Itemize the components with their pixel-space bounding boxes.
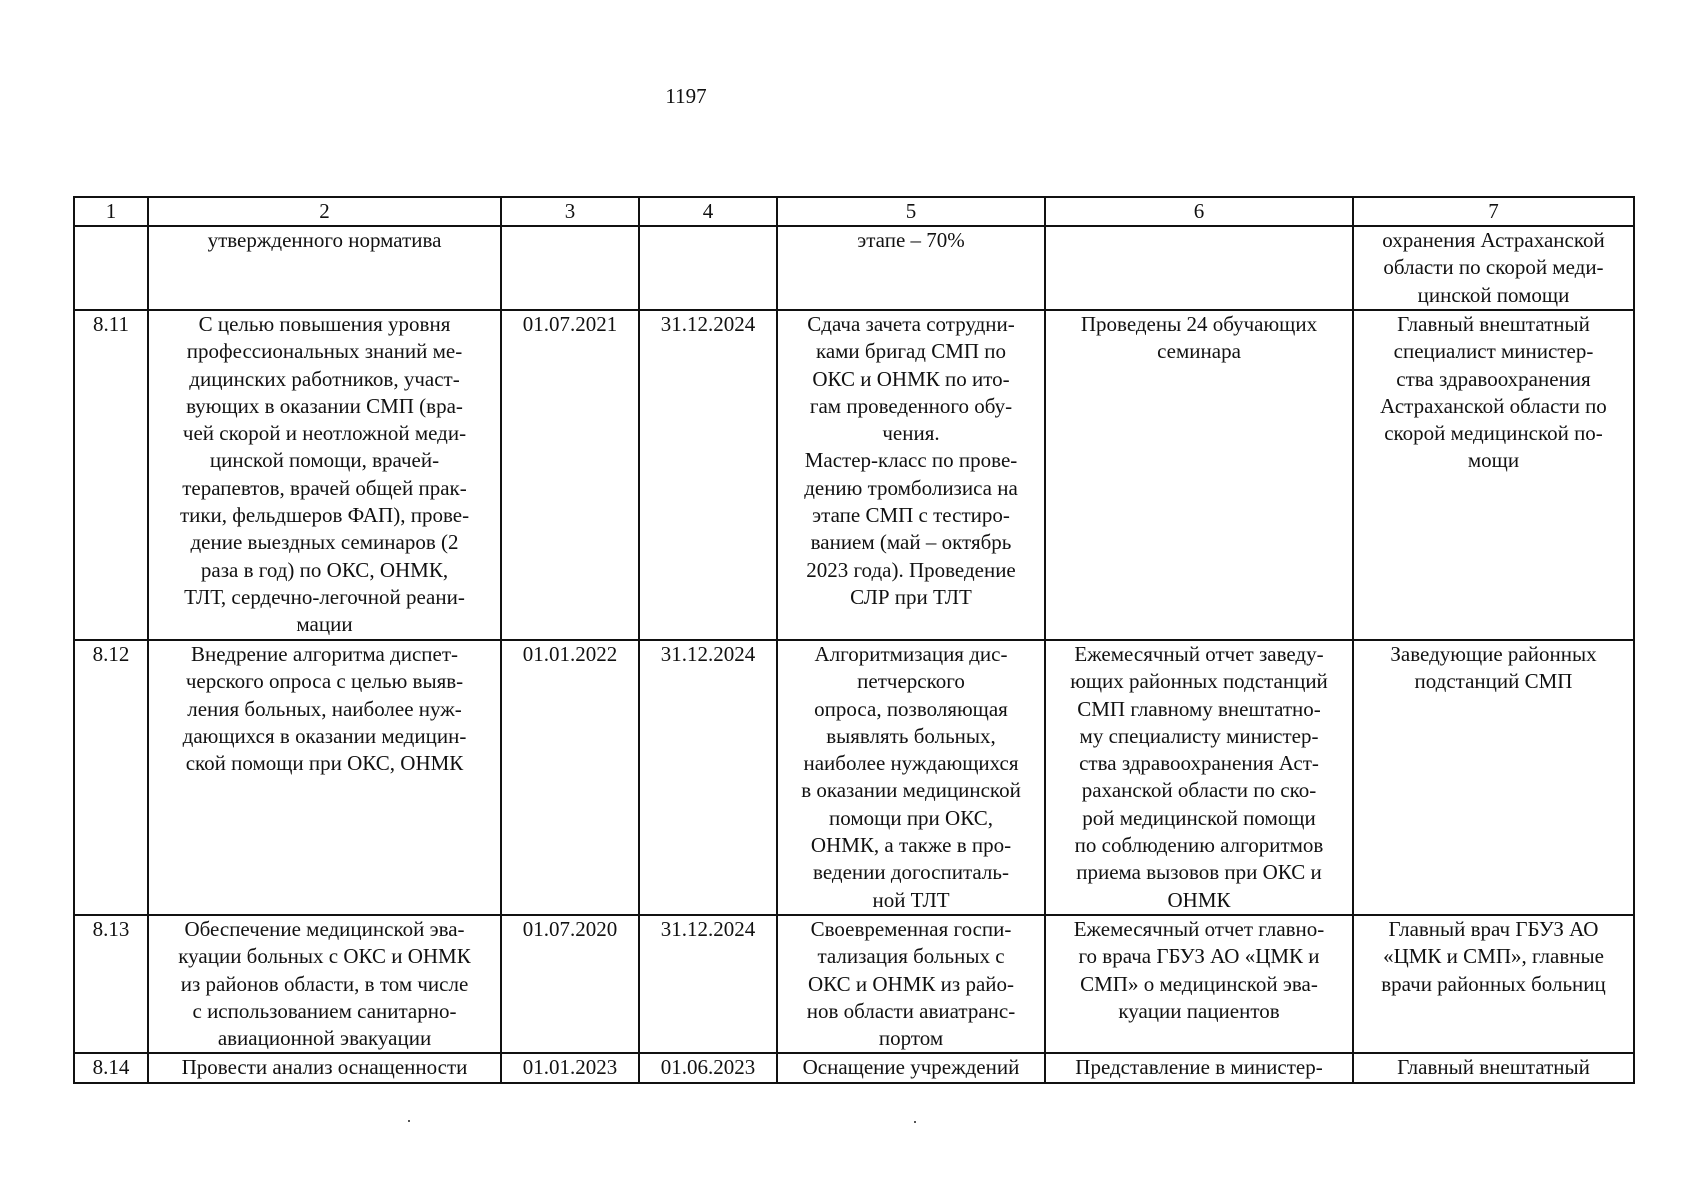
cell-result: Оснащение учреждений [777,1053,1045,1082]
cell-control: Ежемесячный отчет заведу- ющих районных подстанций СМП главному внештатно- му специалисту министер- ства здравоохранения Аст- раханской области по ско- рой медицинской помощи по соблюдению алгоритмов приема вызовов при ОКС и ОНМК [1045,640,1353,915]
scan-speck [408,1120,410,1122]
column-number: 1 [74,197,148,226]
cell-num: 8.14 [74,1053,148,1082]
cell-measure: Провести анализ оснащенности [148,1053,501,1082]
cell-end [639,226,777,310]
cell-measure: Обеспечение медицинской эва- куации больных с ОКС и ОНМК из районов области, в том числе с использованием санитарно- авиационной эвакуации [148,915,501,1053]
cell-control [1045,226,1353,310]
column-number: 4 [639,197,777,226]
cell-start: 01.07.2020 [501,915,639,1053]
cell-measure: Внедрение алгоритма диспет- черского опроса с целью выяв- ления больных, наиболее нуж- дающихся в оказании медицин- ской помощи при ОКС, ОНМК [148,640,501,915]
table-row [74,915,1634,1053]
cell-control: Проведены 24 обучающих семинара [1045,310,1353,640]
cell-end: 31.12.2024 [639,915,777,1053]
cell-start [501,226,639,310]
cell-num: 8.12 [74,640,148,915]
cell-responsible: Главный внештатный [1353,1053,1634,1082]
cell-end: 01.06.2023 [639,1053,777,1082]
measures-table [73,196,1635,1084]
cell-responsible: охранения Астраханской области по скорой меди- цинской помощи [1353,226,1634,310]
cell-result: Сдача зачета сотрудни- ками бригад СМП по ОКС и ОНМК по ито- гам проведенного обу- чения. Мастер-класс по прове- дению тромболизиса на этапе СМП с тестиро- ванием (май – октябрь 2023 года). Проведение СЛР при ТЛТ [777,310,1045,640]
cell-start: 01.07.2021 [501,310,639,640]
cell-result: Своевременная госпи- тализация больных с ОКС и ОНМК из райо- нов области авиатранс- портом [777,915,1045,1053]
column-number-row [74,197,1634,226]
column-number: 6 [1045,197,1353,226]
cell-responsible: Главный врач ГБУЗ АО «ЦМК и СМП», главные врачи районных больниц [1353,915,1634,1053]
column-number: 7 [1353,197,1634,226]
column-number: 3 [501,197,639,226]
continuation-row [74,226,1634,310]
cell-control: Ежемесячный отчет главно- го врача ГБУЗ АО «ЦМК и СМП» о медицинской эва- куации пациентов [1045,915,1353,1053]
cell-num: 8.11 [74,310,148,640]
cell-result: этапе – 70% [777,226,1045,310]
cell-measure: С целью повышения уровня профессиональных знаний ме- дицинских работников, участ- вующих в оказании СМП (вра- чей скорой и неотложной меди- цинской помощи, врачей- терапевтов, врачей общей прак- тики, фельдшеров ФАП), прове- дение выездных семинаров (2 раза в год) по ОКС, ОНМК, ТЛТ, сердечно-легочной реани- мации [148,310,501,640]
cell-result: Алгоритмизация дис- петчерского опроса, позволяющая выявлять больных, наиболее нуждающихся в оказании медицинской помощи при ОКС, ОНМК, а также в про- ведении догоспиталь- ной ТЛТ [777,640,1045,915]
cell-responsible: Заведующие районных подстанций СМП [1353,640,1634,915]
cell-num: 8.13 [74,915,148,1053]
cell-end: 31.12.2024 [639,640,777,915]
cell-start: 01.01.2022 [501,640,639,915]
page-number: 1197 [665,84,707,108]
cell-measure: утвержденного норматива [148,226,501,310]
cell-responsible: Главный внештатный специалист министер- ства здравоохранения Астраханской области по скорой медицинской по- мощи [1353,310,1634,640]
column-number: 5 [777,197,1045,226]
cell-start: 01.01.2023 [501,1053,639,1082]
table-row [74,1053,1634,1082]
cell-end: 31.12.2024 [639,310,777,640]
table-row [74,310,1634,640]
column-number: 2 [148,197,501,226]
table-row [74,640,1634,915]
scan-speck [914,1121,916,1123]
cell-control: Представление в министер- [1045,1053,1353,1082]
cell-num [74,226,148,310]
